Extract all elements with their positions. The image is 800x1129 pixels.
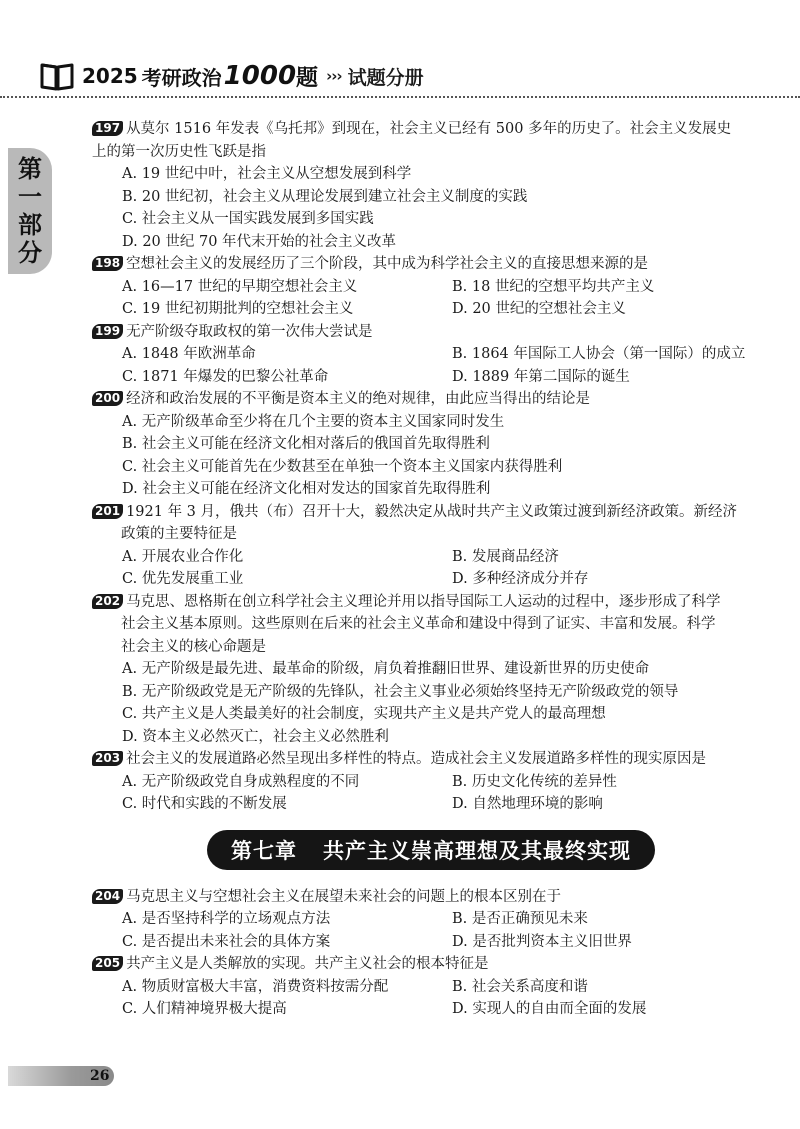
option-a: A. 无产阶级是最先进、最革命的阶级，肩负着推翻旧世界、建设新世界的历史使命 — [122, 661, 650, 677]
option-c: C. 时代和实践的不断发展 — [122, 796, 287, 812]
question-stem-cont: 上的第一次历史性飞跃是指 — [92, 143, 266, 160]
question-number-badge: 199 — [92, 324, 123, 339]
side-tab-char: 第 — [18, 155, 42, 183]
option-a: A. 是否坚持科学的立场观点方法 — [122, 911, 331, 927]
option-d: D. 20 世纪的空想社会主义 — [452, 301, 626, 317]
chapter-label: 第七章 — [231, 838, 297, 863]
option-d: D. 自然地理环境的影响 — [452, 796, 603, 812]
brand-number: 1000 — [223, 61, 297, 91]
option-b: B. 历史文化传统的差异性 — [452, 773, 617, 790]
question-stem: 202 马克思、恩格斯在创立科学社会主义理论并用以指导国际工人运动的过程中，逐步形成了科学 — [92, 591, 782, 614]
option-a: A. 物质财富极大丰富，消费资料按需分配 — [122, 978, 389, 995]
option-d: D. 20 世纪 70 年代末开始的社会主义改革 — [122, 233, 397, 250]
question-201 — [92, 501, 782, 591]
option-a: A. 1848 年欧洲革命 — [122, 346, 256, 362]
option-c: C. 是否提出未来社会的具体方案 — [122, 933, 331, 950]
question-stem: 203 社会主义的发展道路必然呈现出多样性的特点。造成社会主义发展道路多样性的现实原因是 — [92, 748, 782, 771]
option-c: C. 社会主义可能首先在少数甚至在单独一个资本主义国家内获得胜利 — [122, 458, 563, 475]
question-number-badge: 200 — [92, 391, 123, 406]
options-list — [92, 546, 782, 591]
question-number-badge: 205 — [92, 956, 123, 971]
options-list — [92, 163, 782, 253]
option-c: C. 优先发展重工业 — [122, 571, 244, 587]
side-tab-char: 分 — [18, 239, 42, 267]
question-number-badge: 203 — [92, 751, 123, 766]
question-202 — [92, 591, 782, 749]
side-tab-char: 部 — [18, 211, 42, 239]
option-b: B. 无产阶级政党是无产阶级的先锋队，社会主义事业必须始终坚持无产阶级政党的领导 — [122, 683, 679, 700]
option-b: B. 社会主义可能在经济文化相对落后的俄国首先取得胜利 — [122, 436, 490, 452]
option-c: C. 19 世纪初期批判的空想社会主义 — [122, 301, 354, 317]
options-list — [92, 771, 782, 816]
option-b: B. 18 世纪的空想平均共产主义 — [452, 278, 655, 295]
header-divider — [0, 96, 800, 98]
option-a: A. 开展农业合作化 — [122, 548, 244, 565]
options-list — [92, 343, 782, 388]
option-c: C. 人们精神境界极大提高 — [122, 1001, 287, 1017]
option-b: B. 20 世纪初，社会主义从理论发展到建立社会主义制度的实践 — [122, 188, 528, 205]
part-side-tab — [8, 148, 52, 274]
option-a: A. 19 世纪中叶，社会主义从空想发展到科学 — [122, 166, 412, 182]
question-number-badge: 202 — [92, 594, 123, 609]
option-c: C. 共产主义是人类最美好的社会制度，实现共产主义是共产党人的最高理想 — [122, 706, 606, 722]
brand-ti: 题 — [296, 65, 319, 91]
question-199 — [92, 321, 782, 389]
option-c: C. 1871 年爆发的巴黎公社革命 — [122, 368, 329, 385]
question-205 — [92, 953, 782, 1021]
option-b: B. 社会关系高度和谐 — [452, 978, 588, 995]
options-list — [92, 976, 782, 1021]
question-stem: 204 马克思主义与空想社会主义在展望未来社会的问题上的根本区别在于 — [92, 886, 782, 909]
option-b: B. 1864 年国际工人协会（第一国际）的成立 — [452, 346, 746, 362]
option-a: A. 无产阶级革命至少将在几个主要的资本主义国家同时发生 — [122, 413, 505, 430]
option-d: D. 1889 年第二国际的诞生 — [452, 368, 630, 385]
question-number-badge: 204 — [92, 889, 123, 904]
question-number-badge: 198 — [92, 256, 123, 271]
question-203 — [92, 748, 782, 816]
options-list — [92, 658, 782, 748]
question-stem: 197 从莫尔 1516 年发表《乌托邦》到现在，社会主义已经有 500 多年的历史了。社会主义发展史 — [92, 118, 782, 141]
question-number-badge: 201 — [92, 504, 123, 519]
question-197 — [92, 118, 782, 253]
question-stem-cont: 社会主义的核心命题是 — [121, 638, 266, 655]
question-200 — [92, 388, 782, 501]
question-stem-cont: 政策的主要特征是 — [121, 526, 237, 542]
page-header — [40, 58, 424, 94]
option-d: D. 多种经济成分并存 — [452, 571, 589, 587]
option-a: A. 无产阶级政党自身成熟程度的不同 — [122, 773, 360, 790]
brand-title: 考研政治 — [141, 65, 222, 90]
brand-year: 2025 — [82, 64, 138, 88]
option-d: D. 社会主义可能在经济文化相对发达的国家首先取得胜利 — [122, 481, 491, 497]
question-stem: 205 共产主义是人类解放的实现。共产主义社会的根本特征是 — [92, 953, 782, 976]
question-204 — [92, 886, 782, 954]
page-number: 26 — [90, 1068, 110, 1084]
brand-subtitle: 试题分册 — [347, 66, 424, 89]
chapter-banner — [207, 830, 655, 870]
chevrons-icon: ››› — [326, 67, 342, 85]
open-book-icon — [40, 61, 74, 91]
question-stem: 198 空想社会主义的发展经历了三个阶段，其中成为科学社会主义的直接思想来源的是 — [92, 253, 782, 276]
option-b: B. 发展商品经济 — [452, 548, 559, 565]
option-c: C. 社会主义从一国实践发展到多国实践 — [122, 211, 374, 227]
question-number-badge: 197 — [92, 121, 123, 136]
options-list — [92, 276, 782, 321]
options-list — [92, 908, 782, 953]
question-stem-cont: 社会主义基本原则。这些原则在后来的社会主义革命和建设中得到了证实、丰富和发展。科学 — [121, 616, 716, 632]
question-stem: 201 1921 年 3 月，俄共（布）召开十大，毅然决定从战时共产主义政策过渡到新经济政策。新经济 — [92, 501, 782, 524]
options-list — [92, 411, 782, 501]
page-content — [92, 118, 782, 1021]
option-d: D. 资本主义必然灭亡，社会主义必然胜利 — [122, 728, 389, 745]
option-d: D. 实现人的自由而全面的发展 — [452, 1001, 647, 1017]
question-stem: 200 经济和政治发展的不平衡是资本主义的绝对规律，由此应当得出的结论是 — [92, 388, 782, 411]
option-d: D. 是否批判资本主义旧世界 — [452, 933, 632, 950]
question-stem: 199 无产阶级夺取政权的第一次伟大尝试是 — [92, 321, 782, 344]
chapter-title: 共产主义崇高理想及其最终实现 — [323, 838, 631, 863]
option-a: A. 16—17 世纪的早期空想社会主义 — [122, 278, 358, 295]
side-tab-char: 一 — [18, 183, 42, 211]
question-198 — [92, 253, 782, 321]
option-b: B. 是否正确预见未来 — [452, 911, 588, 927]
